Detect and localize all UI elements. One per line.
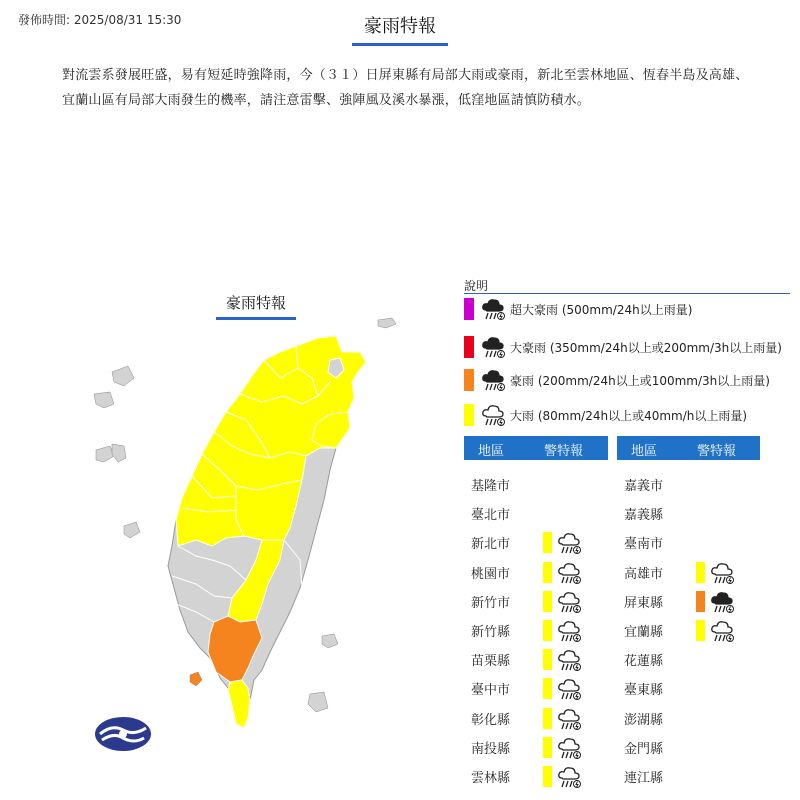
county-name: 南投縣 (471, 741, 511, 757)
table-row (464, 472, 614, 496)
rain-icon (556, 590, 584, 614)
rain-icon (556, 677, 584, 701)
table-row (617, 530, 767, 554)
island-liuqiu (190, 672, 202, 686)
table-row (617, 618, 767, 642)
county-name: 宜蘭縣 (624, 625, 664, 640)
warning-level-swatch (543, 562, 552, 583)
table-row (464, 676, 614, 700)
island-matsu-1 (378, 318, 396, 328)
island-penghu-a (112, 366, 134, 386)
island-penghu-b (94, 392, 114, 408)
island-penghu-d (112, 444, 126, 462)
table-row (464, 647, 614, 671)
legend-divider (464, 293, 790, 294)
table-row (464, 589, 614, 613)
table-row (617, 735, 767, 759)
warning-level-swatch (543, 708, 552, 729)
county-name: 臺東縣 (624, 683, 664, 699)
table-header-right (617, 436, 760, 460)
county-name: 彰化縣 (471, 712, 511, 728)
legend-item (464, 404, 747, 426)
county-name: 新竹市 (471, 595, 511, 611)
county-name: 基隆市 (471, 479, 511, 494)
table-row (617, 647, 767, 671)
county-name: 新北市 (471, 537, 511, 553)
island-orchid (308, 692, 328, 712)
rain-icon (556, 765, 584, 789)
warning-level-swatch (543, 678, 552, 699)
county-name: 花蓮縣 (624, 654, 664, 670)
warning-level-swatch (696, 591, 705, 612)
column-header-warning: 警特報 (697, 444, 737, 459)
rain-icon (480, 403, 508, 427)
rain-icon (556, 736, 584, 760)
region-hengchun-heavy-rain (228, 680, 250, 728)
rain-icon (556, 561, 584, 585)
rain-icon (709, 590, 737, 614)
table-row (617, 706, 767, 730)
warning-level-swatch (543, 737, 552, 758)
county-name: 苗栗縣 (471, 654, 511, 670)
warning-summary: 對流雲系發展旺盛，易有短延時強降雨，今（３１）日屏東縣有局部大雨或豪雨，新北至雲林地區、恆春半島及高雄、宜蘭山區有局部大雨發生的機率，請注意雷擊、強陣風及溪水暴漲，低窪地區請慎防積水。 (62, 68, 749, 108)
table-row (617, 764, 767, 788)
issued-time: 發佈時間: 2025/08/31 15:30 (18, 13, 182, 27)
table-row (617, 501, 767, 525)
warning-level-swatch (543, 620, 552, 641)
table-row (617, 560, 767, 584)
county-name: 澎湖縣 (624, 712, 664, 728)
rain-icon (480, 297, 508, 321)
county-name: 臺南市 (624, 537, 664, 553)
table-row (464, 530, 614, 554)
legend-title: 說明 (464, 279, 489, 293)
county-name: 臺中市 (471, 683, 511, 699)
table-row (617, 589, 767, 613)
legend-swatch (464, 336, 474, 358)
county-name: 屏東縣 (624, 595, 664, 611)
county-name: 金門縣 (624, 741, 664, 757)
rain-icon (480, 368, 508, 392)
table-row (464, 735, 614, 759)
legend-swatch (464, 369, 474, 391)
column-header-warning: 警特報 (544, 444, 584, 459)
county-name: 新竹縣 (471, 625, 511, 640)
island-penghu-e (124, 522, 140, 538)
rain-icon (556, 648, 584, 672)
table-row (617, 472, 767, 496)
table-row (464, 560, 614, 584)
legend-item (464, 369, 770, 391)
county-name: 桃園市 (471, 566, 511, 582)
table-row (464, 764, 614, 788)
legend-label: 大豪雨 (350mm/24h以上或200mm/3h以上雨量) (510, 340, 782, 355)
county-name: 高雄市 (624, 566, 664, 582)
county-name: 嘉義縣 (624, 508, 664, 524)
map-title: 豪雨特報 (216, 292, 296, 320)
table-row (617, 676, 767, 700)
table-row (464, 501, 614, 525)
county-name: 嘉義市 (624, 479, 664, 494)
rain-icon (480, 335, 508, 359)
legend-label: 超大豪雨 (500mm/24h以上雨量) (510, 302, 693, 317)
rain-icon (709, 619, 737, 643)
legend-swatch (464, 298, 474, 320)
rain-icon (709, 561, 737, 585)
legend-item (464, 298, 692, 320)
warning-level-swatch (543, 649, 552, 670)
table-header-left (464, 436, 608, 460)
warning-level-swatch (696, 562, 705, 583)
warning-level-swatch (696, 620, 705, 641)
legend-label: 大雨 (80mm/24h以上或40mm/h以上雨量) (510, 408, 748, 423)
table-row (464, 618, 614, 642)
column-header-region: 地區 (631, 444, 658, 459)
column-header-region: 地區 (478, 444, 505, 459)
cwa-logo-icon (95, 717, 151, 751)
warning-level-swatch (543, 591, 552, 612)
legend-swatch (464, 404, 474, 426)
county-name: 臺北市 (471, 508, 511, 524)
island-penghu-c (96, 446, 114, 462)
table-row (464, 706, 614, 730)
county-name: 雲林縣 (471, 771, 511, 786)
legend-item (464, 336, 782, 358)
island-green (322, 634, 338, 648)
warning-level-swatch (543, 532, 552, 553)
county-name: 連江縣 (624, 771, 664, 786)
rain-icon (556, 619, 584, 643)
warning-level-swatch (543, 766, 552, 787)
page-title: 豪雨特報 (352, 12, 448, 46)
rain-icon (556, 531, 584, 555)
legend-label: 豪雨 (200mm/24h以上或100mm/3h以上雨量) (510, 373, 770, 388)
taiwan-warning-map (60, 290, 460, 790)
rain-icon (556, 707, 584, 731)
